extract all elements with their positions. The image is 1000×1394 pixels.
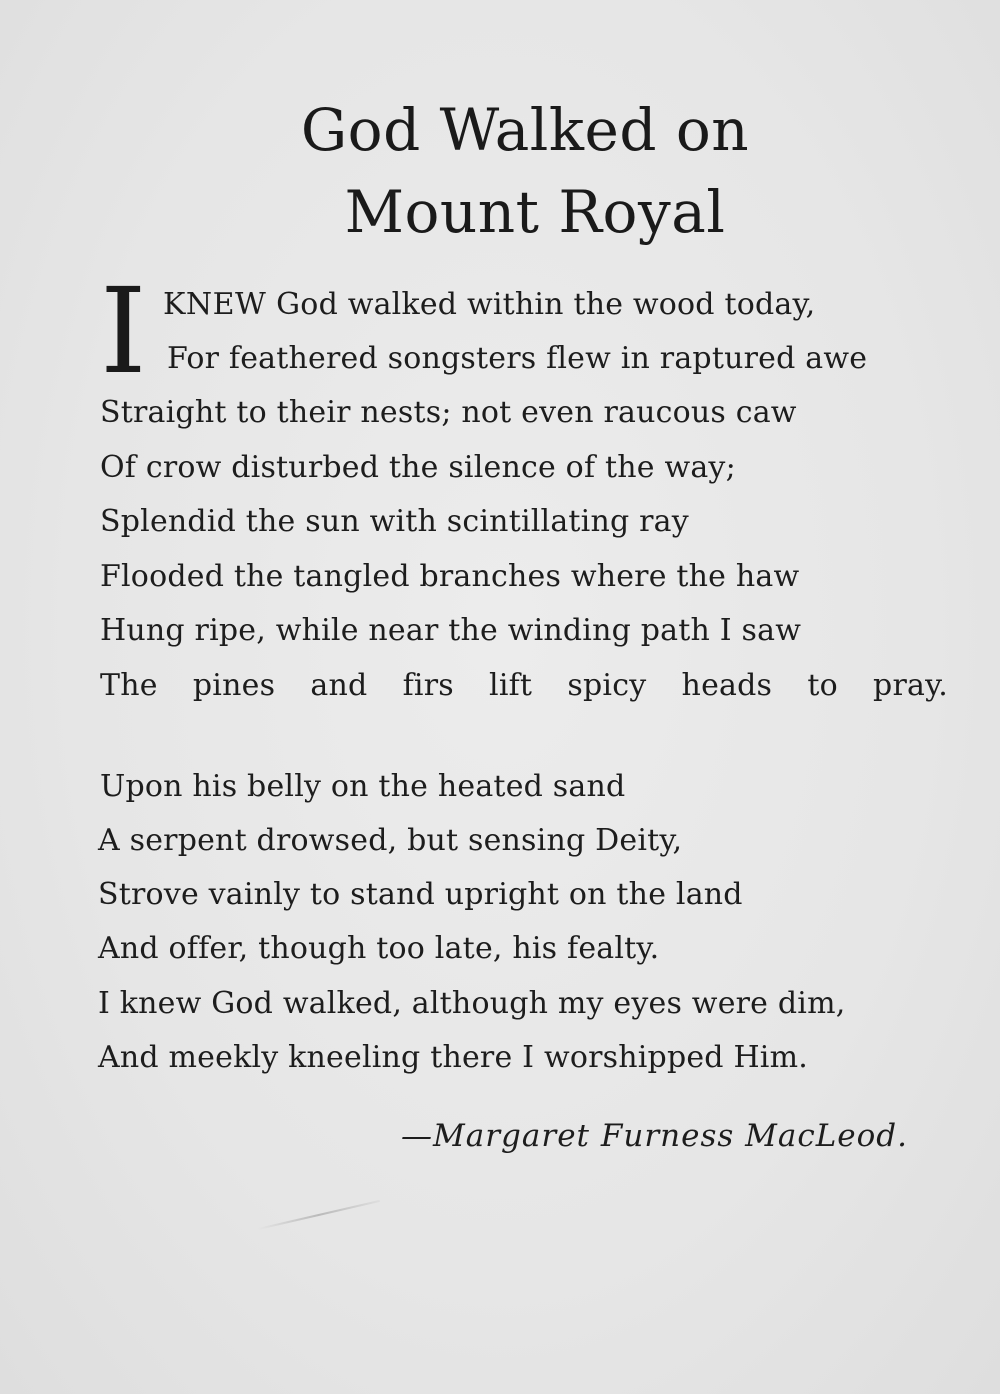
stanza-2-line-6: And meekly kneeling there I worshipped Him.: [98, 1040, 808, 1075]
stanza-2-line-4: And offer, though too late, his fealty.: [98, 931, 660, 966]
stanza-2-line-5: I knew God walked, although my eyes were dim,: [98, 986, 846, 1021]
opening-small-caps: KNEW: [163, 287, 267, 322]
poem-title-line-2: Mount Royal: [344, 178, 726, 246]
opening-line-text: God walked within the wood today,: [266, 287, 816, 322]
stanza-2-line-1: Upon his belly on the heated sand: [100, 769, 626, 804]
paper-scuff-mark: [258, 1200, 380, 1230]
stanza-1-line-6: Flooded the tangled branches where the haw: [100, 559, 800, 594]
stanza-1-line-5: Splendid the sun with scintillating ray: [100, 504, 689, 539]
stanza-1-line-4: Of crow disturbed the silence of the way;: [100, 450, 736, 485]
stanza-1-line-7: Hung ripe, while near the winding path I saw: [100, 613, 802, 648]
stanza-2-line-2: A serpent drowsed, but sensing Deity,: [98, 823, 683, 858]
poem-title-line-1: God Walked on: [300, 96, 750, 164]
drop-cap: I: [100, 262, 147, 400]
stanza-2-line-3: Strove vainly to stand upright on the land: [98, 877, 743, 912]
author-attribution: —Margaret Furness MacLeod.: [401, 1118, 908, 1154]
stanza-1-line-8: The pines and firs lift spicy heads to pray.: [100, 668, 948, 703]
stanza-1-line-1: [163, 285, 815, 325]
stanza-1-line-2: For feathered songsters flew in raptured awe: [167, 341, 868, 376]
stanza-1-line-3: Straight to their nests; not even raucous caw: [100, 395, 797, 430]
